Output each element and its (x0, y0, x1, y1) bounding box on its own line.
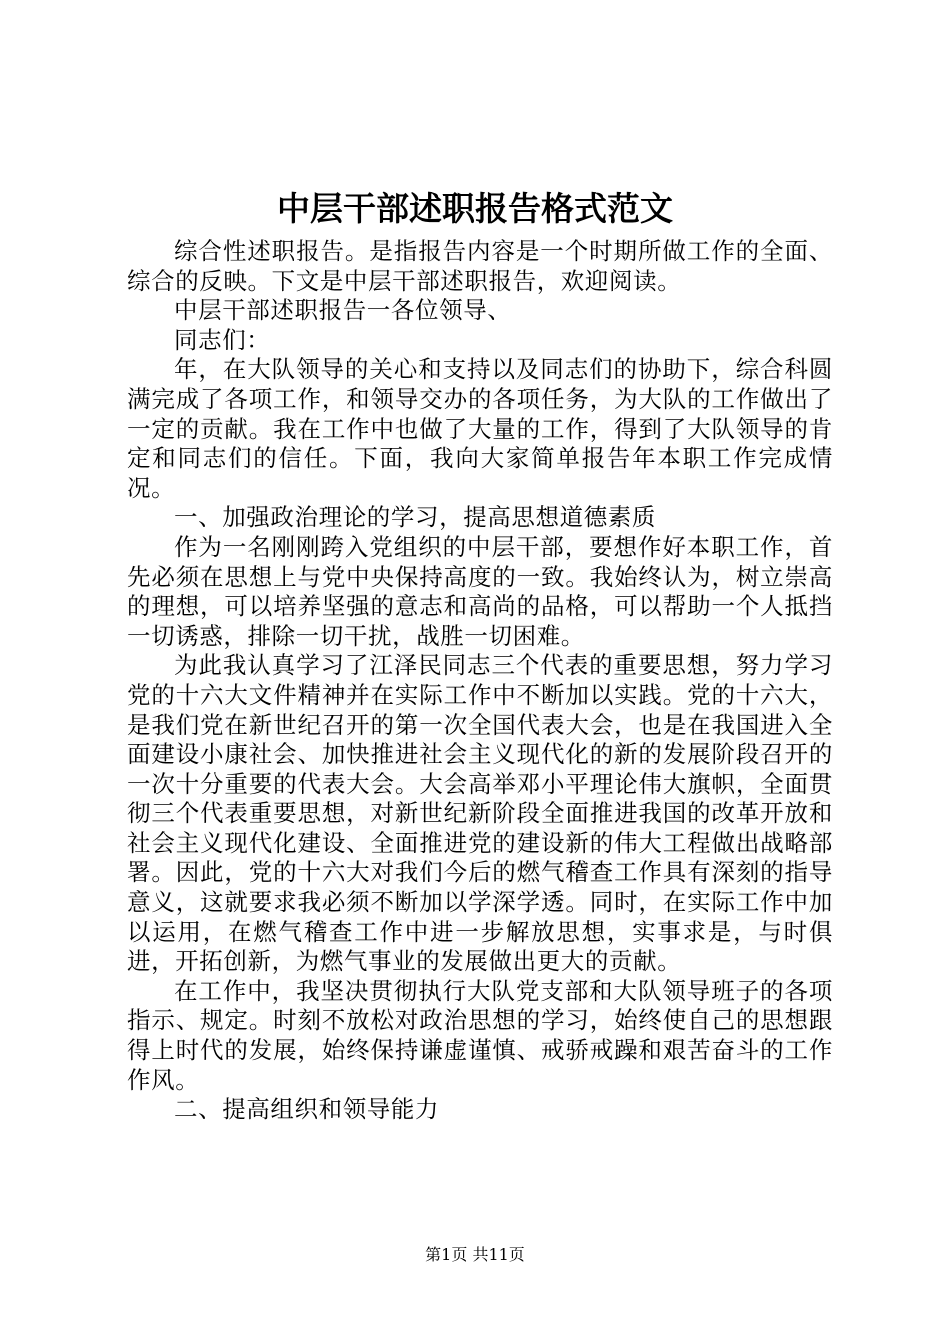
paragraph-intro: 综合性述职报告。是指报告内容是一个时期所做工作的全面、综合的反映。下文是中层干部述职报告，欢迎阅读。 (127, 237, 833, 295)
document-title: 中层干部述职报告格式范文 (277, 189, 673, 228)
paragraph-comrades: 同志们： (174, 325, 271, 354)
paragraph-section-1-a: 作为一名刚刚跨入党组织的中层干部，要想作好本职工作，首先必须在思想上与党中央保持高度的一致。我始终认为，树立崇高的理想，可以培养坚强的意志和高尚的品格，可以帮助一个人抵挡一切诱惑，排除一切干扰，战胜一切困难。 (127, 532, 833, 650)
paragraph-summary: 年，在大队领导的关心和支持以及同志们的协助下，综合科圆满完成了各项工作，和领导交办的各项任务，为大队的工作做出了一定的贡献。我在工作中也做了大量的工作，得到了大队领导的肯定和同志们的信任。下面，我向大家简单报告年本职工作完成情况。 (127, 355, 833, 502)
section-heading-1: 一、加强政治理论的学习，提高思想道德素质 (174, 503, 656, 532)
paragraph-section-1-b: 为此我认真学习了江泽民同志三个代表的重要思想，努力学习党的十六大文件精神并在实际工作中不断加以实践。党的十六大，是我们党在新世纪召开的第一次全国代表大会，也是在我国进入全面建设小康社会、加快推进社会主义现代化的新的发展阶段召开的一次十分重要的代表大会。大会高举邓小平理论伟大旗帜，全面贯彻三个代表重要思想，对新世纪新阶段全面推进我国的改革开放和社会主义现代化建设、全面推进党的建设新的伟大工程做出战略部署。因此，党的十六大对我们今后的燃气稽查工作具有深刻的指导意义，这就要求我必须不断加以学深学透。同时，在实际工作中加以运用，在燃气稽查工作中进一步解放思想，实事求是，与时俱进，开拓创新，为燃气事业的发展做出更大的贡献。 (127, 651, 833, 976)
paragraph-salutation: 中层干部述职报告一各位领导、 (174, 296, 512, 325)
section-heading-2: 二、提高组织和领导能力 (174, 1095, 440, 1124)
paragraph-section-1-c: 在工作中，我坚决贯彻执行大队党支部和大队领导班子的各项指示、规定。时刻不放松对政治思想的学习，始终使自己的思想跟得上时代的发展，始终保持谦虚谨慎、戒骄戒躁和艰苦奋斗的工作作风。 (127, 976, 833, 1094)
document-body (127, 237, 833, 1125)
page-footer: 第1页 共11页 (425, 1245, 525, 1264)
